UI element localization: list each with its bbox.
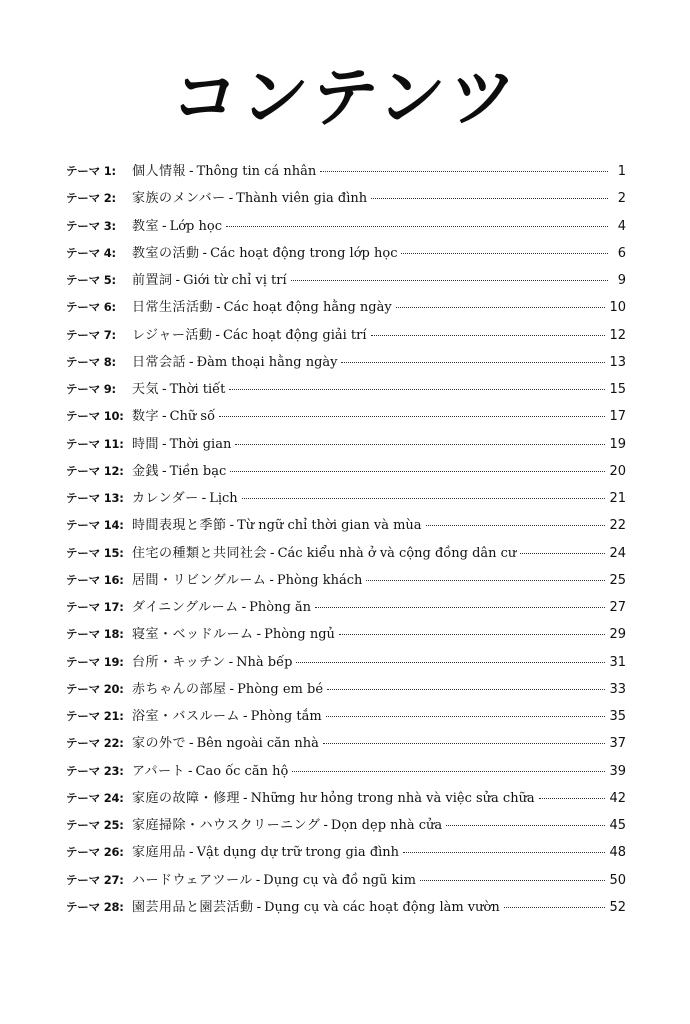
toc-entry[interactable] (66, 896, 626, 923)
toc-entry-number: テーマ 18: (66, 627, 124, 642)
toc-dot-leader (326, 716, 606, 717)
toc-entry-separator: - (162, 217, 167, 234)
toc-entry-separator: - (189, 353, 194, 370)
toc-entry-page-number: 45 (609, 818, 626, 833)
toc-entry[interactable] (66, 705, 626, 732)
toc-entry-page-number: 4 (617, 218, 626, 234)
toc-entry-separator: - (215, 326, 220, 343)
toc-entry-separator: - (229, 680, 235, 697)
toc-entry-separator: - (243, 789, 248, 806)
toc-entry-page-number: 31 (609, 654, 626, 670)
toc-entry[interactable] (66, 160, 626, 187)
toc-entry-page-number: 20 (609, 463, 626, 479)
toc-entry[interactable] (66, 215, 626, 242)
toc-entry-page-number: 37 (609, 736, 626, 752)
toc-entry-japanese-title: 家庭用品 (132, 845, 187, 861)
toc-entry-separator: - (323, 817, 328, 833)
toc-entry[interactable] (66, 869, 626, 896)
toc-entry-number: テーマ 15: (66, 545, 124, 560)
toc-entry[interactable] (66, 514, 626, 541)
toc-entry[interactable] (66, 542, 626, 569)
toc-entry-vietnamese-title: Cao ốc căn hộ (195, 763, 289, 779)
toc-entry[interactable] (66, 378, 626, 405)
toc-entry-page-number: 39 (609, 763, 626, 779)
toc-dot-leader (366, 580, 605, 581)
toc-entry-number: テーマ 26: (66, 845, 124, 860)
toc-entry-page-number: 12 (609, 327, 626, 343)
toc-entry-vietnamese-title: Những hư hỏng trong nhà và việc sửa chữa (250, 790, 535, 806)
toc-entry-page-number: 9 (617, 273, 626, 288)
toc-entry-number: テーマ 20: (66, 681, 124, 696)
toc-dot-leader (229, 389, 605, 390)
toc-entry-japanese-title: 金銭 (132, 463, 160, 479)
toc-entry-vietnamese-title: Thông tin cá nhân (196, 164, 317, 179)
toc-dot-leader (420, 880, 606, 881)
toc-entry-japanese-title: 時間表現と季節 (132, 518, 227, 534)
page-title: コンテンツ (167, 59, 523, 136)
toc-entry-page-number: 24 (609, 545, 626, 561)
toc-entry-page-number: 22 (609, 518, 626, 534)
toc-dot-leader (504, 907, 606, 908)
toc-entry[interactable] (66, 351, 626, 378)
toc-entry-vietnamese-title: Dọn dẹp nhà cửa (330, 818, 443, 833)
toc-entry-japanese-title: 浴室・バスルーム (132, 709, 241, 724)
toc-dot-leader (539, 798, 606, 799)
toc-entry[interactable] (66, 596, 626, 623)
toc-entry-separator: - (189, 735, 194, 752)
toc-entry-vietnamese-title: Phòng ngủ (264, 627, 335, 643)
toc-entry-separator: - (162, 462, 167, 479)
toc-entry-vietnamese-title: Nhà bếp (236, 654, 293, 670)
toc-entry-separator: - (189, 844, 194, 861)
toc-entry[interactable] (66, 296, 626, 323)
toc-entry-vietnamese-title: Giới từ chỉ vị trí (183, 273, 287, 288)
toc-entry-vietnamese-title: Các hoạt động hằng ngày (223, 300, 392, 316)
toc-entry-separator: - (189, 163, 194, 179)
toc-entry-japanese-title: 家族のメンバー (132, 191, 226, 207)
toc-entry-japanese-title: 家庭の故障・修理 (132, 790, 241, 806)
toc-entry-vietnamese-title: Các kiểu nhà ở và cộng đồng dân cư (277, 545, 517, 561)
toc-entry-page-number: 13 (609, 354, 626, 370)
toc-entry-japanese-title: 天気 (132, 382, 160, 397)
toc-entry[interactable] (66, 623, 626, 650)
toc-entry-japanese-title: 住宅の種類と共同社会 (132, 545, 268, 561)
toc-entry-number: テーマ 14: (66, 518, 124, 533)
toc-entry-number: テーマ 8: (66, 354, 116, 369)
toc-entry[interactable] (66, 760, 626, 787)
toc-entry-japanese-title: レジャー活動 (132, 327, 213, 343)
toc-entry[interactable] (66, 324, 626, 351)
toc-entry[interactable] (66, 269, 626, 296)
toc-entry-page-number: 17 (609, 409, 626, 425)
toc-dot-leader (230, 471, 605, 472)
toc-entry-page-number: 15 (609, 382, 626, 397)
toc-entry-vietnamese-title: Lịch (209, 491, 238, 506)
toc-entry-page-number: 29 (609, 627, 626, 643)
toc-entry-separator: - (175, 272, 181, 288)
toc-entry-vietnamese-title: Tiền bạc (169, 463, 227, 479)
toc-entry-number: テーマ 25: (66, 818, 124, 832)
toc-dot-leader (426, 525, 606, 526)
toc-entry-page-number: 35 (609, 709, 626, 724)
toc-entry-separator: - (241, 599, 247, 615)
toc-entry-separator: - (162, 408, 167, 425)
toc-entry-number: テーマ 27: (66, 872, 124, 887)
toc-dot-leader (446, 825, 605, 826)
toc-entry-page-number: 48 (609, 845, 626, 861)
toc-entry-vietnamese-title: Thành viên gia đình (236, 191, 368, 207)
toc-entry[interactable] (66, 841, 626, 868)
toc-dot-leader (341, 362, 605, 363)
toc-entry-vietnamese-title: Thời gian (169, 436, 232, 452)
toc-entry-number: テーマ 7: (66, 327, 116, 342)
toc-entry-vietnamese-title: Lớp học (169, 218, 222, 234)
toc-entry-japanese-title: 園芸用品と園芸活動 (132, 899, 254, 915)
toc-entry-vietnamese-title: Phòng khách (276, 572, 363, 588)
toc-entry-number: テーマ 5: (66, 273, 116, 287)
toc-entry-vietnamese-title: Phòng em bé (237, 681, 324, 697)
toc-entry-page-number: 21 (609, 491, 626, 506)
toc-entry[interactable] (66, 814, 626, 841)
toc-entry-page-number: 2 (617, 191, 626, 207)
toc-entry-number: テーマ 11: (66, 436, 124, 451)
toc-entry-separator: - (162, 381, 167, 397)
toc-entry-page-number: 52 (609, 899, 626, 915)
toc-dot-leader (401, 253, 608, 254)
toc-entry-number: テーマ 12: (66, 463, 124, 478)
toc-entry-vietnamese-title: Các hoạt động trong lớp học (210, 245, 398, 261)
toc-entry-japanese-title: 日常会話 (132, 354, 187, 370)
toc-entry[interactable] (66, 678, 626, 705)
toc-entry-page-number: 33 (609, 681, 626, 697)
toc-entry-separator: - (228, 190, 234, 207)
toc-dot-leader (315, 607, 605, 608)
toc-entry-japanese-title: 寝室・ベッドルーム (132, 627, 254, 643)
toc-entry-japanese-title: カレンダー (132, 491, 199, 506)
toc-entry-number: テーマ 23: (66, 763, 124, 778)
toc-entry[interactable] (66, 242, 626, 269)
toc-entry[interactable] (66, 732, 626, 759)
toc-dot-leader (219, 416, 605, 417)
toc-entry-separator: - (255, 871, 261, 888)
toc-entry-number: テーマ 28: (66, 899, 124, 914)
toc-dot-leader (520, 553, 605, 554)
toc-dot-leader (292, 771, 605, 772)
toc-entry-japanese-title: アパート (132, 763, 185, 779)
toc-entry-number: テーマ 19: (66, 654, 124, 669)
toc-entry-number: テーマ 21: (66, 709, 124, 723)
toc-entry-number: テーマ 6: (66, 300, 116, 315)
toc-entry[interactable] (66, 569, 626, 596)
toc-entry-japanese-title: 居間・リビングルーム (132, 572, 267, 588)
toc-dot-leader (396, 307, 606, 308)
toc-entry-japanese-title: 数字 (132, 409, 160, 425)
toc-entry-number: テーマ 10: (66, 409, 124, 424)
toc-dot-leader (235, 444, 605, 445)
toc-dot-leader (371, 335, 606, 336)
toc-entry-vietnamese-title: Phòng tắm (250, 709, 322, 724)
toc-entry-separator: - (162, 435, 167, 452)
toc-entry-vietnamese-title: Vật dụng dự trữ trong gia đình (196, 845, 400, 861)
toc-dot-leader (371, 198, 608, 199)
toc-entry-vietnamese-title: Phòng ăn (249, 600, 312, 615)
toc-entry-separator: - (229, 517, 235, 534)
toc-entry[interactable] (66, 433, 626, 460)
toc-entry[interactable] (66, 187, 626, 214)
toc-dot-leader (291, 280, 608, 281)
toc-entry-vietnamese-title: Dụng cụ và các hoạt động làm vườn (264, 899, 500, 915)
toc-entry-vietnamese-title: Từ ngữ chỉ thời gian và mùa (237, 518, 422, 534)
toc-entry-page-number: 1 (617, 164, 626, 179)
toc-entry-number: テーマ 13: (66, 491, 124, 505)
toc-entry-japanese-title: ハードウェアツール (132, 872, 253, 888)
toc-entry-separator: - (202, 244, 208, 261)
toc-entry-vietnamese-title: Đàm thoại hằng ngày (196, 354, 338, 370)
toc-dot-leader (226, 226, 608, 227)
toc-entry-number: テーマ 24: (66, 790, 124, 805)
toc-entry-number: テーマ 2: (66, 191, 116, 206)
toc-entry-separator: - (243, 708, 248, 724)
toc-entry-page-number: 6 (617, 245, 626, 261)
toc-entry-page-number: 25 (609, 572, 626, 588)
toc-entry-page-number: 27 (609, 600, 626, 615)
toc-entry-vietnamese-title: Dụng cụ và đồ ngũ kim (263, 872, 416, 888)
toc-entry-page-number: 10 (609, 300, 626, 316)
toc-entry-japanese-title: 個人情報 (132, 164, 187, 179)
toc-entry-vietnamese-title: Thời tiết (169, 382, 226, 397)
toc-entry-number: テーマ 9: (66, 382, 116, 396)
toc-entry-number: テーマ 4: (66, 245, 116, 260)
toc-entry-japanese-title: 家庭掃除・ハウスクリーニング (132, 818, 321, 833)
toc-entry-separator: - (269, 571, 274, 588)
toc-entry-separator: - (201, 490, 207, 506)
toc-entry[interactable] (66, 460, 626, 487)
toc-entry-japanese-title: 台所・キッチン (132, 654, 226, 670)
toc-entry-separator: - (270, 544, 275, 561)
toc-entry-vietnamese-title: Các hoạt động giải trí (222, 327, 367, 343)
toc-dot-leader (403, 852, 605, 853)
toc-entry[interactable] (66, 405, 626, 432)
toc-entry[interactable] (66, 787, 626, 814)
toc-dot-leader (320, 171, 608, 172)
toc-entry-japanese-title: 日常生活活動 (132, 300, 214, 316)
toc-entry[interactable] (66, 651, 626, 678)
toc-entry-separator: - (216, 299, 221, 316)
toc-entry-japanese-title: 赤ちゃんの部屋 (132, 681, 227, 697)
toc-dot-leader (323, 743, 606, 744)
toc-entry-japanese-title: 前置詞 (132, 273, 173, 288)
toc-entry-separator: - (256, 898, 262, 915)
toc-dot-leader (327, 689, 605, 690)
toc-entry-number: テーマ 1: (66, 164, 116, 178)
toc-entry-vietnamese-title: Chữ số (169, 409, 216, 425)
toc-entry-page-number: 42 (609, 790, 626, 806)
toc-entry-japanese-title: 教室の活動 (132, 245, 200, 261)
toc-entry-japanese-title: 時間 (132, 436, 160, 452)
toc-entry-number: テーマ 17: (66, 600, 124, 614)
toc-entry-japanese-title: 家の外で (132, 736, 187, 752)
toc-entry-japanese-title: 教室 (132, 218, 160, 234)
toc-entry[interactable] (66, 487, 626, 514)
toc-entry-separator: - (187, 762, 193, 779)
toc-entry-japanese-title: ダイニングルーム (132, 600, 239, 615)
toc-entry-vietnamese-title: Bên ngoài căn nhà (196, 736, 319, 752)
toc-entry-number: テーマ 22: (66, 736, 124, 751)
toc-entry-page-number: 50 (609, 872, 626, 888)
toc-dot-leader (339, 634, 606, 635)
toc-entry-separator: - (228, 653, 234, 670)
toc-entry-separator: - (256, 626, 262, 643)
toc-entry-number: テーマ 3: (66, 218, 116, 233)
toc-entry-page-number: 19 (609, 436, 626, 452)
toc-dot-leader (296, 662, 605, 663)
table-of-contents (66, 160, 626, 923)
toc-entry-number: テーマ 16: (66, 572, 124, 587)
toc-dot-leader (242, 498, 606, 499)
